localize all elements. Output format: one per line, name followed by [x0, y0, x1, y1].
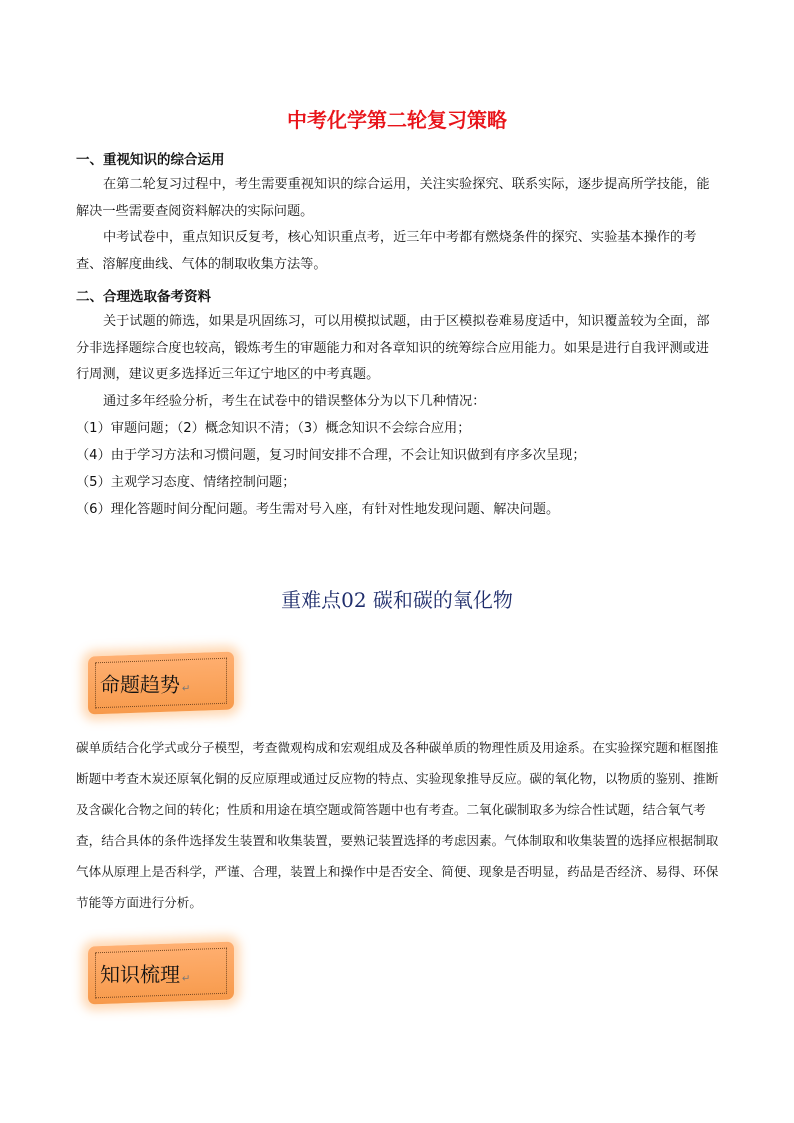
topic-title: 重难点02 碳和碳的氧化物	[281, 588, 513, 612]
section-heading-1: 一、重视知识的综合运用	[76, 152, 225, 168]
issue-list-item: （6）理化答题时间分配问题。考生需对号入座，有针对性地发现问题、解决问题。	[76, 502, 560, 517]
document-title: 中考化学第二轮复习策略	[287, 108, 507, 132]
paragraph-1-1: 在第二轮复习过程中，考生需要重视知识的综合运用，关注实验探究、联系实际，逐步提高所学技能，能解决一些需要查阅资料解决的实际问题。	[76, 177, 710, 219]
issue-list-item: （5）主观学习态度、情绪控制问题；	[76, 475, 296, 490]
issue-list-item: （4）由于学习方法和习惯问题，复习时间安排不合理，不会让知识做到有序多次呈现；	[76, 448, 586, 463]
trend-banner	[88, 651, 234, 714]
banner-label: 命题趋势 ↵	[100, 672, 191, 697]
issue-list-item: （1）审题问题；（2）概念知识不清；（3）概念知识不会综合应用；	[76, 421, 471, 436]
knowledge-banner	[88, 941, 234, 1004]
section-heading-2: 二、合理选取备考资料	[76, 289, 211, 305]
paragraph-2-1: 关于试题的筛选，如果是巩固练习，可以用模拟试题，由于区模拟卷难易度适中，知识覆盖较为全面，部分非选择题综合度也较高，锻炼考生的审题能力和对各章知识的统筹综合应用能力。如果是进行自我评测或进行周测，建议更多选择近三年辽宁地区的中考真题。	[76, 314, 710, 382]
paragraph-mark-icon: ↵	[182, 973, 191, 985]
banner-label: 知识梳理 ↵	[100, 962, 191, 987]
paragraph-2-2: 通过多年经验分析，考生在试卷中的错误整体分为以下几种情况：	[103, 394, 486, 409]
trend-paragraph: 碳单质结合化学式或分子模型，考查微观构成和宏观组成及各种碳单质的物理性质及用途系。在实验探究题和框图推断题中考查木炭还原氧化铜的反应原理或通过反应物的特点、实验现象推导反应。碳的氧化物，以物质的鉴别、推断及含碳化合物之间的转化；性质和用途在填空题或简答题中也有考查。二氧化碳制取多为综合性试题，结合氧气考查，结合具体的条件选择发生装置和收集装置，要熟记装置选择的考虑因素。气体制取和收集装置的选择应根据制取气体从原理上是否科学，严谨、合理，装置上和操作中是否安全、简便、现象是否明显，药品是否经济、易得、环保节能等方面进行分析。	[76, 740, 719, 910]
paragraph-1-2: 中考试卷中，重点知识反复考，核心知识重点考，近三年中考都有燃烧条件的探究、实验基本操作的考查、溶解度曲线、气体的制取收集方法等。	[76, 230, 697, 272]
paragraph-mark-icon: ↵	[182, 683, 191, 695]
